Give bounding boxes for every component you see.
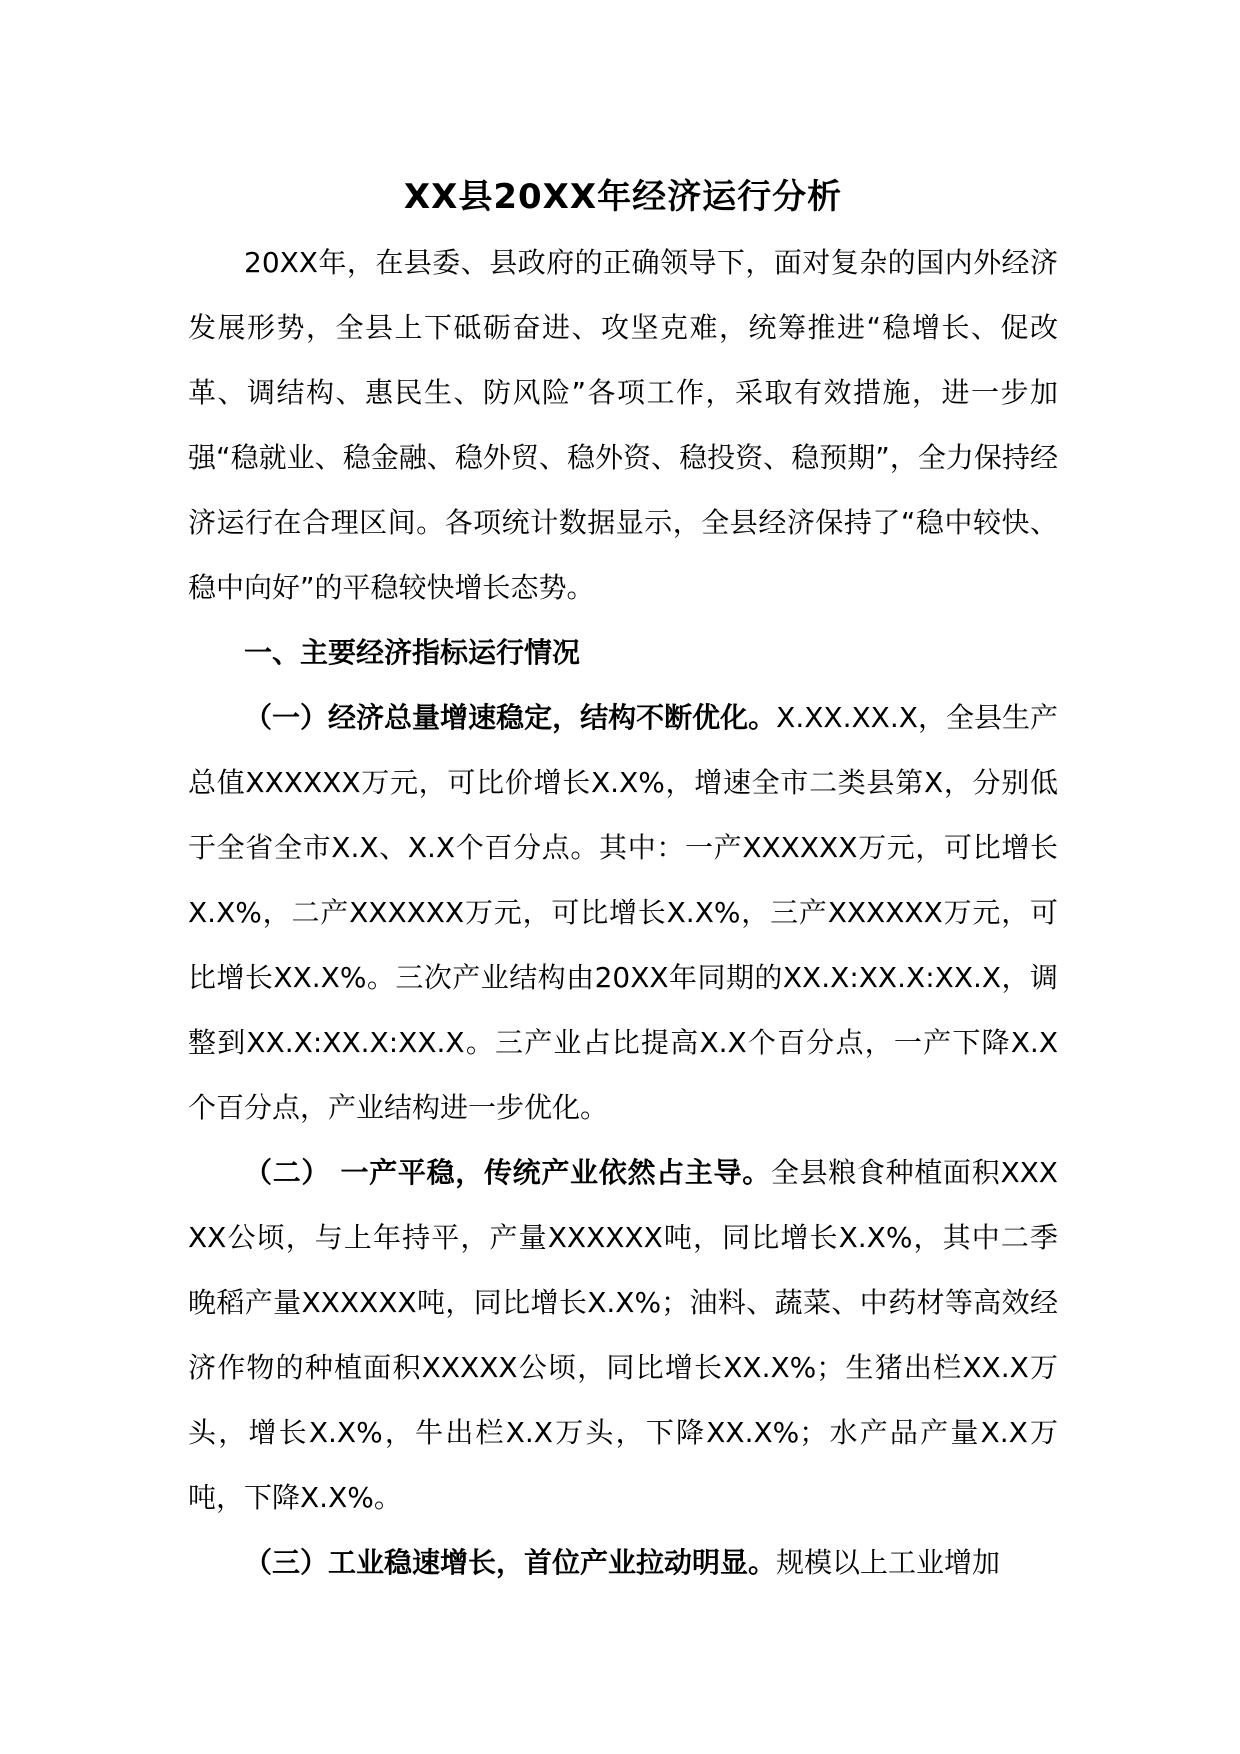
- subsection-paragraph-2: [188, 1140, 1058, 1530]
- intro-paragraph: 20XX年，在县委、县政府的正确领导下，面对复杂的国内外经济发展形势，全县上下砥砺奋进、攻坚克难，统筹推进“稳增长、促改革、调结构、惠民生、防风险”各项工作，采取有效措施，进一步加强“稳就业、稳金融、稳外贸、稳外资、稳投资、稳预期”，全力保持经济运行在合理区间。各项统计数据显示，全县经济保持了“稳中较快、稳中向好”的平稳较快增长态势。: [188, 246, 1058, 604]
- section-heading: 一、主要经济指标运行情况: [244, 636, 581, 669]
- subsection-lead-3: （三）工业稳速增长，首位产业拉动明显。: [244, 1546, 777, 1579]
- document-title: XX县20XX年经济运行分析: [403, 177, 843, 217]
- subsection-paragraph-1: [188, 685, 1058, 1140]
- subsection-body-1: X.XX.XX.X，全县生产总值XXXXXX万元，可比价增长X.X%，增速全市二类县第X，分别低于全省全市X.X、X.X个百分点。其中：一产XXXXXX万元，可比增长X.X%，二产XXXXXX万元，可比增长X.X%，三产XXXXXX万元，可比增长XX.X%。三次产业结构由20XX年同期的XX.X:XX.X:XX.X，调整到XX.X:XX.X:XX.X。三产业占比提高X.X个百分点，一产下降X.X个百分点，产业结构进一步优化。: [188, 701, 1058, 1124]
- subsection-lead-1: （一）经济总量增速稳定，结构不断优化。: [244, 701, 777, 734]
- subsection-body-2: 全县粮食种植面积XXXXX公顷，与上年持平，产量XXXXXX吨，同比增长X.X%，其中二季晚稻产量XXXXXX吨，同比增长X.X%；油料、蔬菜、中药材等高效经济作物的种植面积XXXXX公顷，同比增长XX.X%；生猪出栏XX.X万头，增长X.X%，牛出栏X.X万头，下降XX.X%；水产品产量X.X万吨，下降X.X%。: [188, 1156, 1058, 1514]
- subsection-paragraph-3: [188, 1530, 1058, 1595]
- document-body: [188, 172, 1058, 1595]
- subsection-body-3: 规模以上工业增加: [776, 1546, 1001, 1579]
- subsection-lead-2: （二） 一产平稳，传统产业依然占主导。: [244, 1156, 771, 1189]
